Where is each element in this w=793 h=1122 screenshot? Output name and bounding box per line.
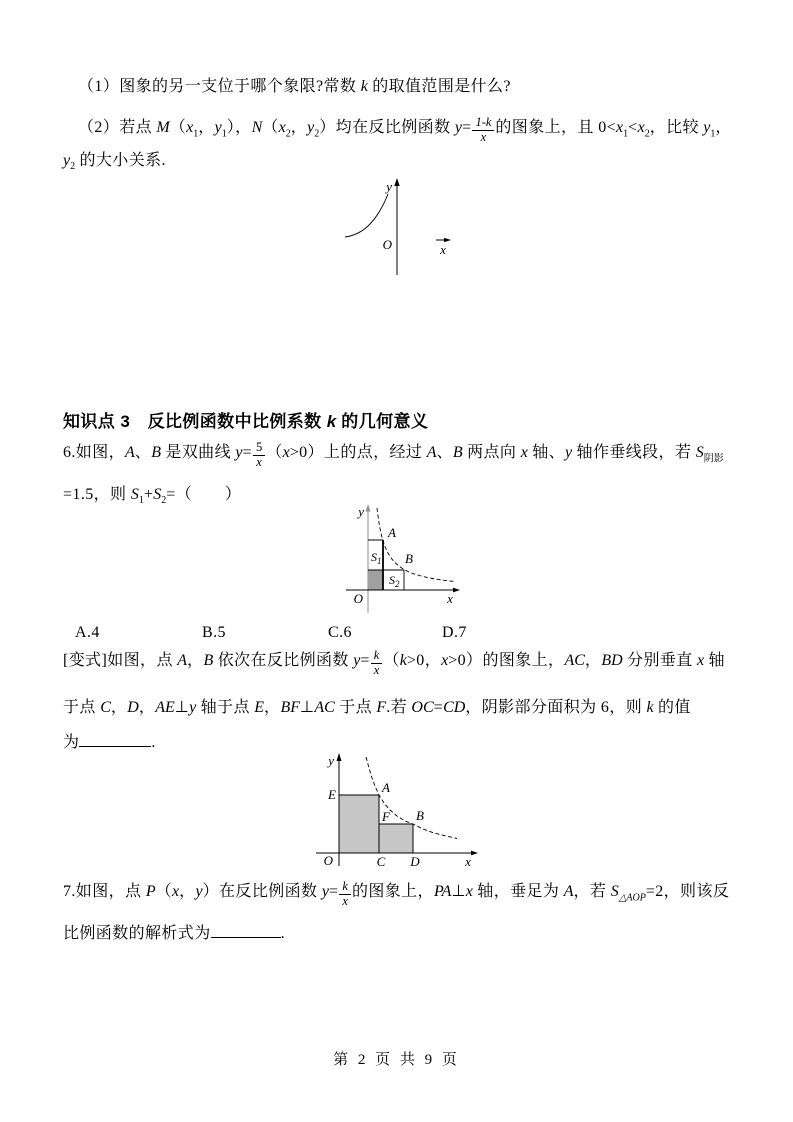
point-A-label: A bbox=[382, 780, 390, 795]
option-A: A.4 bbox=[75, 624, 100, 641]
page-number-footer: 第 2 页 共 9 页 bbox=[333, 1052, 460, 1068]
y-axis-label: y bbox=[358, 504, 364, 519]
x-axis-arrow-icon bbox=[471, 851, 478, 856]
area-S2-label: $S_2$ bbox=[389, 573, 400, 589]
problem-6-line2: =1.5，则 $S_1+S_2=$（ ） bbox=[63, 486, 242, 507]
figure-hyperbola-branch bbox=[328, 176, 468, 281]
point-F-label: F bbox=[382, 809, 390, 824]
problem-6-line1: 6.如图，A、B 是双曲线 y= $\frac{5}{x}$ （x>0）上的点，经过 A、B 两点向 x 轴、y 轴作垂线段，若 $S_{阴影}$ bbox=[63, 440, 724, 470]
area-S1-label: $S_1$ bbox=[371, 550, 382, 566]
x-axis-label: x bbox=[440, 242, 446, 257]
y-axis-label: y bbox=[386, 179, 392, 194]
point-B-label: B bbox=[416, 808, 424, 823]
fraction: $\frac{1-k}{x}$ bbox=[472, 116, 494, 144]
origin-label: O bbox=[382, 237, 392, 252]
option-C: C.6 bbox=[328, 624, 352, 641]
fraction: $\frac{k}{x}$ bbox=[371, 649, 383, 677]
y-axis-arrow-icon bbox=[394, 178, 399, 186]
figure-variant bbox=[312, 752, 487, 870]
section-heading: 知识点 3 反比例函数中比例系数 k 的几何意义 bbox=[63, 412, 429, 431]
question-1-line: （1）图象的另一支位于哪个象限?常数 k 的取值范围是什么? bbox=[78, 78, 511, 95]
variant-line2: 于点 C，D，AE⊥y 轴于点 E，BF⊥AC 于点 F.若 OC=CD，阴影部分面积为 6，则 k 的值 bbox=[63, 699, 691, 716]
fraction: $\frac{5}{x}$ bbox=[253, 441, 265, 469]
origin-label: O bbox=[353, 591, 363, 606]
shaded-square bbox=[368, 570, 383, 590]
x-axis-label: x bbox=[447, 591, 453, 606]
point-D-label: D bbox=[410, 854, 420, 869]
point-A-label: A bbox=[388, 525, 396, 540]
point-B-label: B bbox=[405, 551, 413, 566]
y-axis-label: y bbox=[328, 753, 334, 768]
answer-blank bbox=[79, 731, 151, 747]
figure-problem-6 bbox=[342, 503, 467, 615]
variant-line3: 为 . bbox=[63, 731, 156, 754]
shaded-rect-OEAC bbox=[339, 795, 379, 853]
point-E-label: E bbox=[328, 787, 336, 802]
shaded-rect-CFBD bbox=[379, 824, 413, 853]
hyperbola-curve bbox=[377, 508, 456, 582]
option-D: D.7 bbox=[442, 624, 467, 641]
y-axis-arrow-icon bbox=[366, 504, 371, 512]
point-C-label: C bbox=[376, 854, 386, 869]
x-axis-label: x bbox=[465, 854, 471, 869]
variant-line1: [变式]如图，点 A，B 依次在反比例函数 y= $\frac{k}{x}$ （k>0，x>0）的图象上，AC，BD 分别垂直 x 轴 bbox=[63, 648, 725, 678]
problem-7-line2: 比例函数的解析式为 . bbox=[63, 922, 285, 945]
y-axis-arrow-icon bbox=[337, 753, 342, 761]
fraction: $\frac{k}{x}$ bbox=[339, 880, 351, 908]
answer-blank bbox=[211, 922, 281, 938]
question-2-continued: $y_2$ 的大小关系. bbox=[63, 152, 166, 173]
problem-7-line1: 7.如图，点 P（x，y）在反比例函数 y= $\frac{k}{x}$ 的图象上，PA⊥x 轴，垂足为 A，若 $S_{\triangle AOP}=2$，则该反 bbox=[63, 879, 730, 909]
option-B: B.5 bbox=[202, 624, 226, 641]
hyperbola-curve bbox=[345, 194, 388, 237]
x-axis-arrow-icon bbox=[453, 588, 460, 593]
question-2-line: （2）若点 $M(x_1$，$y_1$），$N(x_2$，$y_2$）均在反比例函数 y= $\frac{1-k}{x}$ 的图象上，且 $0<x_1<x_2$，比较 $y_1$， bbox=[78, 115, 732, 145]
origin-label: O bbox=[323, 853, 333, 868]
